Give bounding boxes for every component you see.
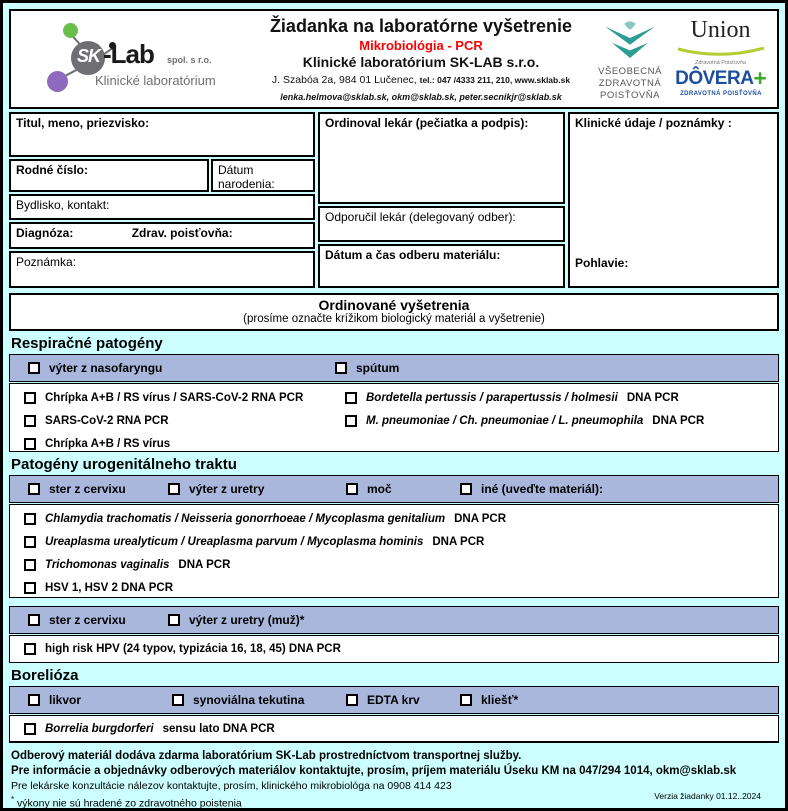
respiratory-tests-left [24, 386, 303, 455]
test-item [345, 386, 704, 409]
material-label: iné (uveďte materiál): [481, 482, 603, 496]
logo-sk-text: SK [77, 46, 101, 66]
test-checkbox[interactable] [24, 438, 36, 450]
urogenital-materials-row [9, 475, 779, 503]
lab-address [236, 74, 606, 86]
test-label: SARS-CoV-2 RNA PCR [45, 414, 169, 427]
material-item-nasopharynx [28, 355, 162, 381]
material-label: výter z uretry [189, 482, 265, 496]
test-item [345, 409, 704, 432]
logo-subtitle: Klinické laboratórium [95, 73, 216, 88]
test-label-italic: Trichomonas vaginalis [45, 558, 170, 571]
respiratory-tests-right [345, 386, 704, 432]
material-item-edta-blood [346, 687, 420, 713]
field-diagnosis-label: Diagnóza: [16, 226, 74, 240]
hpv-materials-row [9, 606, 779, 634]
test-checkbox[interactable] [345, 415, 357, 427]
logo-green-dot-icon [63, 23, 78, 38]
patient-right-column [568, 112, 779, 288]
test-item [24, 507, 778, 530]
field-birth-date[interactable] [211, 159, 315, 192]
patient-middle-column [318, 112, 565, 288]
title-block [236, 16, 606, 102]
field-diagnosis[interactable] [9, 222, 315, 249]
test-label: HSV 1, HSV 2 DNA PCR [45, 581, 174, 594]
form-version: Verzia žiadanky 01.12..2024 [654, 791, 761, 801]
test-label-italic: M. pneumoniae / Ch. pneumoniae / L. pneumophila [366, 414, 644, 427]
test-item [24, 432, 303, 455]
test-item [24, 553, 778, 576]
field-ordering-doctor-label: Ordinoval lekár (pečiatka a podpis): [325, 116, 529, 130]
footnote-text: výkony nie sú hradené zo zdravotného poistenia [14, 797, 242, 810]
dovera-plus-icon: + [753, 65, 767, 91]
vszp-chevron-icon [599, 19, 661, 59]
test-item [24, 386, 303, 409]
union-swoosh-icon [676, 47, 766, 57]
material-checkbox[interactable] [168, 614, 180, 626]
material-item-synovial [172, 687, 304, 713]
orders-title-box [9, 293, 779, 331]
footer-line2: Pre informácie a objednávky odberových materiálov kontaktujte, prosím, príjem materiálu Úseku KM na 047/294 1014, okm@sklab.sk [11, 765, 737, 777]
material-checkbox[interactable] [460, 483, 472, 495]
field-name[interactable] [9, 112, 315, 157]
borreliosis-materials-row [9, 686, 779, 714]
field-ordering-doctor[interactable] [318, 112, 565, 204]
footnote-asterisk: * [11, 795, 15, 804]
field-insurance-label: Zdrav. poisťovňa: [131, 226, 233, 240]
test-label-italic: Borrelia burgdorferi [45, 722, 154, 735]
form-title: Žiadanka na laboratórne vyšetrenie [269, 16, 573, 36]
spacer [9, 598, 779, 606]
test-label-italic: Bordetella pertussis / parapertussis / holmesii [366, 391, 618, 404]
test-label: DNA PCR [626, 391, 679, 404]
dovera-subtitle: ZDRAVOTNÁ POISŤOVŇA [680, 91, 762, 97]
lab-name: Klinické laboratórium SK-LAB s.r.o. [302, 54, 540, 70]
test-checkbox[interactable] [24, 723, 36, 735]
union-name: Union [690, 17, 751, 43]
field-birth-number[interactable] [9, 159, 209, 192]
test-checkbox[interactable] [24, 513, 36, 525]
test-label: DNA PCR [178, 558, 231, 571]
material-item-cervix [28, 476, 126, 502]
material-checkbox[interactable] [28, 694, 40, 706]
material-checkbox[interactable] [335, 362, 347, 374]
vszp-logo [591, 19, 669, 102]
urogenital-tests-box [9, 504, 779, 598]
test-item [24, 409, 303, 432]
footer-line1: Odberový materiál dodáva zdarma laboratórium SK-Lab prostredníctvom transportnej služby. [11, 750, 522, 762]
field-birth-date-label: Dátum narodenia: [218, 163, 275, 191]
field-collection-datetime[interactable] [318, 244, 565, 288]
material-checkbox[interactable] [346, 483, 358, 495]
test-checkbox[interactable] [24, 582, 36, 594]
insurer-logos [591, 13, 771, 107]
dovera-name: DÔVERA [675, 68, 754, 89]
material-item-cervix2 [28, 607, 126, 633]
patient-section [9, 112, 779, 288]
material-item-urethra-male [168, 607, 304, 633]
test-checkbox[interactable] [24, 415, 36, 427]
test-item [24, 717, 275, 740]
vszp-line2: ZDRAVOTNÁ [598, 78, 662, 89]
field-clinical-data-label: Klinické údaje / poznámky : [575, 116, 732, 130]
logo-suffix: spol. s r.o. [167, 55, 212, 65]
test-label: DNA PCR [432, 535, 485, 548]
test-label: DNA PCR [454, 512, 507, 525]
test-checkbox[interactable] [24, 559, 36, 571]
material-label: spútum [356, 361, 400, 375]
test-label-italic: Chlamydia trachomatis / Neisseria gonorrhoeae / Mycoplasma genitalium [45, 512, 446, 525]
material-label: likvor [49, 693, 82, 707]
vszp-text [591, 66, 669, 102]
test-item [24, 530, 778, 553]
dovera-logo [671, 65, 771, 97]
material-checkbox[interactable] [28, 483, 40, 495]
footer-line3: Pre lekárske konzultácie nálezov kontaktujte, prosím, klinického mikrobiológa na 0908 414 423 [11, 780, 452, 792]
material-item-other [460, 476, 603, 502]
test-checkbox[interactable] [24, 643, 36, 655]
patient-left-column [9, 112, 315, 288]
borreliosis-test-box [9, 715, 779, 743]
section-heading-borreliosis: Borelióza [11, 667, 79, 684]
field-collection-datetime-label: Dátum a čas odberu materiálu: [325, 248, 501, 262]
test-label-italic: Ureaplasma urealyticum / Ureaplasma parvum / Mycoplasma hominis [45, 535, 424, 548]
material-checkbox[interactable] [346, 694, 358, 706]
field-referring-doctor[interactable] [318, 206, 565, 242]
logo-purple-dot-icon [47, 71, 68, 92]
field-sex-label: Pohlavie: [575, 256, 629, 270]
material-label: výter z nasofaryngu [49, 361, 163, 375]
test-label: Chrípka A+B / RS vírus / SARS-CoV-2 RNA PCR [45, 391, 304, 404]
material-label: ster z cervixu [49, 613, 126, 627]
field-name-label: Titul, meno, priezvisko: [16, 116, 150, 130]
material-label: kliešť* [481, 693, 519, 707]
material-checkbox[interactable] [168, 483, 180, 495]
material-label: výter z uretry (muž)* [189, 613, 305, 627]
lab-emails: lenka.helmova@sklab.sk, okm@sklab.sk, peter.secnikjr@sklab.sk [280, 92, 562, 102]
material-item-csf [28, 687, 81, 713]
field-referring-doctor-label: Odporučil lekár (delegovaný odber): [325, 210, 516, 224]
field-address-label: Bydlisko, kontakt: [16, 198, 110, 212]
section-heading-respiratory: Respiračné patogény [11, 335, 163, 352]
logo-lab-text: -Lab [103, 39, 154, 69]
material-item-sputum [335, 355, 399, 381]
test-checkbox[interactable] [24, 392, 36, 404]
material-item-tick [460, 687, 518, 713]
field-note[interactable] [9, 251, 315, 288]
material-checkbox[interactable] [172, 694, 184, 706]
test-item [24, 576, 778, 599]
test-checkbox[interactable] [345, 392, 357, 404]
material-label: synoviálna tekutina [193, 693, 305, 707]
form-header [9, 9, 779, 109]
lab-address-main: J. Szabóa 2a, 984 01 Lučenec, [271, 74, 417, 86]
field-address[interactable] [9, 194, 315, 220]
vszp-line3: POISŤOVŇA [600, 90, 660, 101]
respiratory-tests-box [9, 383, 779, 452]
material-label: ster z cervixu [49, 482, 126, 496]
material-item-urethra [168, 476, 264, 502]
orders-title: Ordinované vyšetrenia [318, 297, 470, 313]
material-label: moč [367, 482, 392, 496]
union-subtitle: Zdravotná Poisťovňa [695, 60, 746, 66]
form-footer [9, 747, 779, 811]
field-birth-number-label: Rodné číslo: [16, 163, 89, 177]
material-item-urine [346, 476, 392, 502]
field-note-label: Poznámka: [16, 255, 77, 269]
section-heading-urogenital: Patogény urogenitálneho traktu [11, 456, 237, 473]
sklab-logo [39, 15, 249, 105]
test-item [24, 638, 341, 661]
lab-address-contact: tel.: 047 /4333 211, 210, www.sklab.sk [419, 75, 571, 85]
test-label: sensu lato DNA PCR [162, 722, 275, 735]
material-checkbox[interactable] [28, 614, 40, 626]
material-label: EDTA krv [367, 693, 420, 707]
test-label: high risk HPV (24 typov, typizácia 16, 18, 45) DNA PCR [45, 643, 341, 655]
test-label: Chrípka A+B / RS vírus [45, 437, 171, 450]
form-subtitle: Mikrobiológia - PCR [359, 38, 483, 53]
vszp-line1: VŠEOBECNÁ [598, 66, 662, 77]
test-label: DNA PCR [652, 414, 705, 427]
test-checkbox[interactable] [24, 536, 36, 548]
hpv-test-box [9, 635, 779, 663]
field-clinical-data[interactable] [568, 112, 779, 288]
respiratory-materials-row [9, 354, 779, 382]
material-checkbox[interactable] [28, 362, 40, 374]
orders-subtitle: (prosíme označte krížikom biologický materiál a vyšetrenie) [243, 313, 545, 325]
union-logo [673, 17, 768, 66]
material-checkbox[interactable] [460, 694, 472, 706]
